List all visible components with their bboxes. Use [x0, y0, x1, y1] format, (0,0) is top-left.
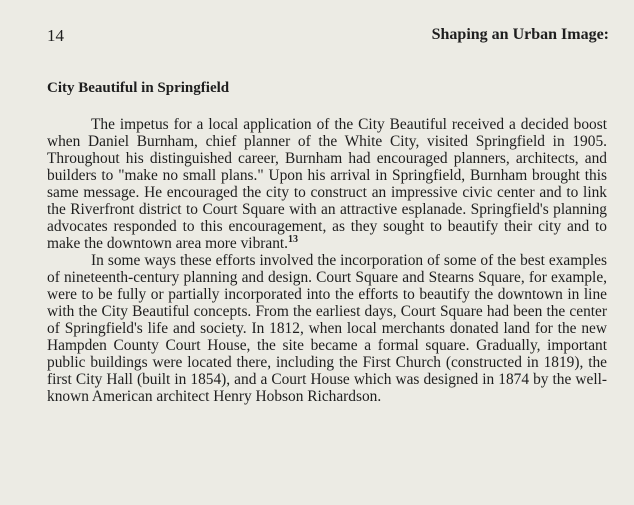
footnote-reference[interactable]: 13	[288, 233, 299, 245]
paragraph-1	[47, 116, 607, 252]
paragraph-2-text: In some ways these efforts involved the incorporation of some of the best examples of nineteenth-century planning and design. Court Square and Stearns Square, for example, were to be fully or partially incorporated into the efforts to beautify the downtown in line with the City Beautiful concepts. From the earliest days, Court Square had been the center of Springfield's life and society. In 1812, when local merchants donated land for the new Hampden County Court House, the site became a formal square. Gradually, important public buildings were located there, including the First Church (constructed in 1819), the first City Hall (built in 1854), and a Court House which was designed in 1874 by the well-known American architect Henry Hobson Richardson.	[47, 252, 607, 405]
body-text	[47, 116, 607, 405]
section-heading: City Beautiful in Springfield	[47, 80, 230, 96]
paragraph-1-text: The impetus for a local application of the City Beautiful received a decided boost when Daniel Burnham, chief planner of the White City, visited Springfield in 1905. Throughout his distinguished career, Burnham had encouraged planners, architects, and builders to "make no small plans." Upon his arrival in Springfield, Burnham brought this same message. He encouraged the city to construct an impressive civic center and to link the Riverfront district to Court Square with an attractive esplanade. Springfield's planning advocates responded to this encouragement, as they sought to beautify their city and to make the downtown area more vibrant.	[47, 116, 607, 252]
paragraph-2	[47, 252, 607, 405]
page-header	[0, 26, 634, 48]
running-head: Shaping an Urban Image:	[431, 26, 609, 43]
page-number: 14	[47, 26, 64, 45]
